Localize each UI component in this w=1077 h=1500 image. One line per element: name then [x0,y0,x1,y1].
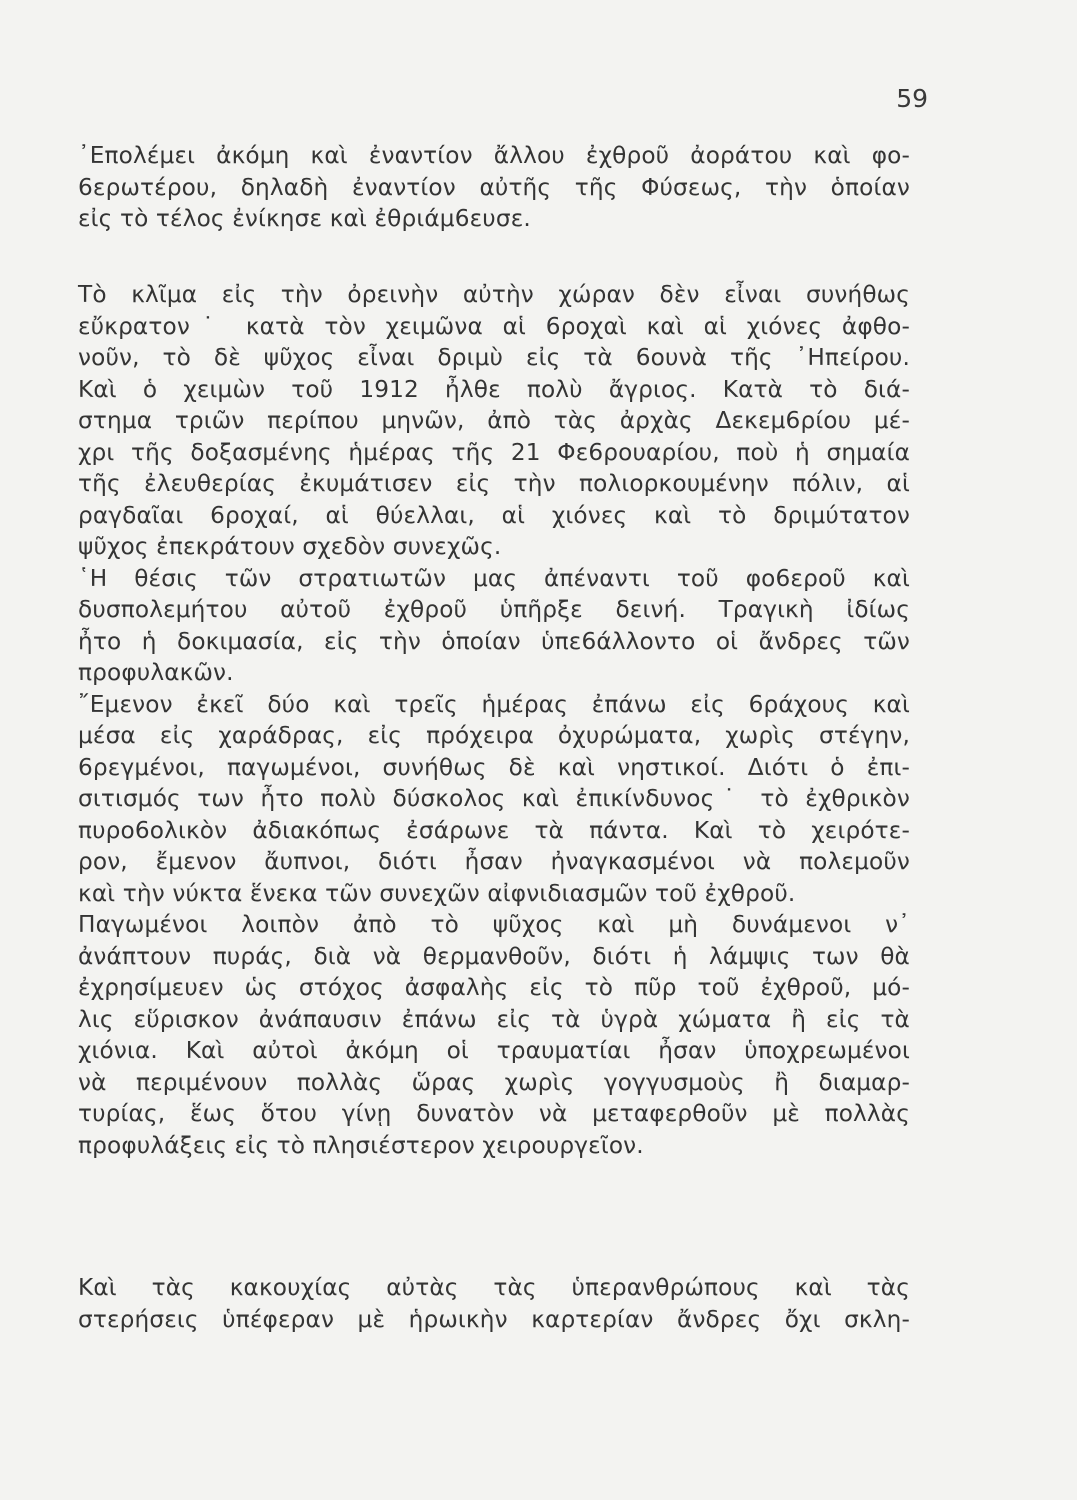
text-block-opening [78,140,910,235]
text-line: 6ερωτέρου, δηλαδὴ ἐναντίον αὐτῆς τῆς Φύσεως, τὴν ὁποίαν [78,173,910,201]
text-line: ραγδαῖαι 6ροχαί, αἱ θύελλαι, αἱ χιόνες καὶ τὸ δριμύτατον [78,501,910,529]
text-line: εἰς τὸ τέλος ἐνίκησε καὶ ἐθριάμ6ευσε. [78,205,531,232]
text-line: εὔκρατον˙ κατὰ τὸν χειμῶνα αἱ 6ροχαὶ καὶ αἱ χιόνες ἀφθο- [78,312,910,340]
text-line: καὶ τὴν νύκτα ἕνεκα τῶν συνεχῶν αἰφνιδιασμῶν τοῦ ἐχθροῦ. [78,879,796,907]
text-line: σιτισμός των ἦτο πολὺ δύσκολος καὶ ἐπικίνδυνος˙ τὸ ἐχθρικὸν [78,785,910,812]
text-line: νοῦν, τὸ δὲ ψῦχος εἶναι δριμὺ εἰς τὰ 6ουνὰ τῆς ᾿Ηπείρου. [78,344,910,371]
text-line: λις εὕρισκον ἀνάπαυσιν ἐπάνω εἰς τὰ ὑγρὰ χώματα ἢ εἰς τὰ [78,1005,910,1033]
text-line: μέσα εἰς χαράδρας, εἰς πρόχειρα ὀχυρώματα, χωρὶς στέγην, [78,722,910,749]
text-block-closing [78,1272,910,1335]
text-line: τυρίας, ἕως ὅτου γίνῃ δυνατὸν νὰ μεταφερθοῦν μὲ πολλὰς [78,1100,910,1127]
text-line: ἀνάπτουν πυράς, διὰ νὰ θερμανθοῦν, διότι ἡ λάμψις των θὰ [78,942,910,970]
text-line: πυρο6ολικὸν ἀδιακόπως ἐσάρωνε τὰ πάντα. Καὶ τὸ χειρότε- [78,816,910,844]
text-line: δυσπολεμήτου αὐτοῦ ἐχθροῦ ὑπῆρξε δεινή. Τραγικὴ ἰδίως [78,596,910,623]
text-line: ἦτο ἡ δοκιμασία, εἰς τὴν ὁποίαν ὑπε6άλλοντο οἱ ἄνδρες τῶν [78,627,910,655]
text-line: ῎Εμενον ἐκεῖ δύο καὶ τρεῖς ἡμέρας ἐπάνω εἰς 6ράχους καὶ [78,690,910,718]
text-line: προφυλακῶν. [78,659,234,686]
text-line: ἐχρησίμευεν ὡς στόχος ἀσφαλὴς εἰς τὸ πῦρ τοῦ ἐχθροῦ, μό- [78,974,910,1001]
text-line: ᾿Επολέμει ἀκόμη καὶ ἐναντίον ἄλλου ἐχθροῦ ἀοράτου καὶ φο- [78,142,910,169]
text-line: Καὶ τὰς κακουχίας αὐτὰς τὰς ὑπερανθρώπους καὶ τὰς [78,1274,910,1301]
text-line: ῾Η θέσις τῶν στρατιωτῶν μας ἀπέναντι τοῦ φο6εροῦ καὶ [78,564,910,592]
text-line: στερήσεις ὑπέφεραν μὲ ἡρωικὴν καρτερίαν ἄνδρες ὄχι σκλη- [78,1305,910,1333]
text-line: ρον, ἔμενον ἄυπνοι, διότι ἦσαν ἠναγκασμένοι νὰ πολεμοῦν [78,848,910,875]
text-line: στημα τριῶν περίπου μηνῶν, ἀπὸ τὰς ἀρχὰς Δεκεμ6ρίου μέ- [78,407,910,434]
text-block-main [78,279,910,1161]
page-number: 59 [896,84,928,113]
text-line: Καὶ ὁ χειμὼν τοῦ 1912 ἦλθε πολὺ ἄγριος. Κατὰ τὸ διά- [78,375,910,403]
text-line: χρι τῆς δοξασμένης ἡμέρας τῆς 21 Φε6ρουαρίου, ποὺ ἡ σημαία [78,438,910,466]
text-line: νὰ περιμένουν πολλὰς ὥρας χωρὶς γογγυσμοὺς ἢ διαμαρ- [78,1068,910,1096]
text-line: τῆς ἐλευθερίας ἐκυμάτισεν εἰς τὴν πολιορκουμένην πόλιν, αἱ [78,470,910,497]
text-line: Παγωμένοι λοιπὸν ἀπὸ τὸ ψῦχος καὶ μὴ δυνάμενοι ν᾿ [78,911,910,938]
text-line: προφυλάξεις εἰς τὸ πλησιέστερον χειρουργεῖον. [78,1131,644,1159]
text-line: ψῦχος ἐπεκράτουν σχεδὸν συνεχῶς. [78,533,502,560]
text-line: Τὸ κλῖμα εἰς τὴν ὀρεινὴν αὐτὴν χώραν δὲν εἶναι συνήθως [78,281,910,308]
text-line: 6ρεγμένοι, παγωμένοι, συνήθως δὲ καὶ νηστικοί. Διότι ὁ ἐπι- [78,753,910,781]
text-line: χιόνια. Καὶ αὐτοὶ ἀκόμη οἱ τραυματίαι ἦσαν ὑποχρεωμένοι [78,1037,910,1064]
